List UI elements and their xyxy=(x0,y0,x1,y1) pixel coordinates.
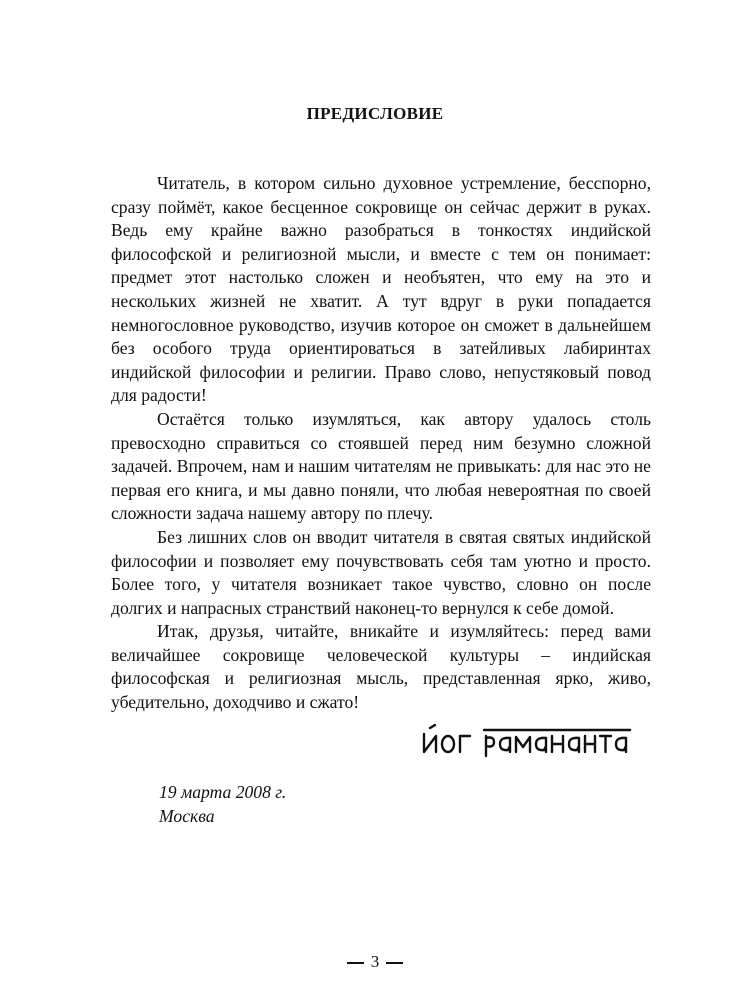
preface-text xyxy=(111,172,651,715)
page-number-value: 3 xyxy=(370,952,380,971)
date-place xyxy=(159,781,286,828)
page-number-dash-right xyxy=(386,962,403,964)
page-number xyxy=(0,952,750,972)
paragraph: Читатель, в котором сильно духовное устремление, бесспорно, сразу поймёт, какое бесценное сокровище он сейчас держит в руках. Ведь ему крайне важно разобраться в тонкостях индийской философской и религиозной мысли, и вместе с тем он понимает: предмет этот настолько сложен и необъятен, что ему на это и нескольких жизней не хватит. А тут вдруг в руки попадается немногословное руководство, изучив которое он сможет в дальнейшем без особого труда ориентироваться в затейливых лабиринтах индийской философии и религии. Право слово, непустяковый повод для радости! xyxy=(111,173,651,406)
author-signature xyxy=(420,724,640,758)
place: Москва xyxy=(159,805,215,826)
paragraph: Без лишних слов он вводит читателя в святая святых индийской философии и позволяет ему почувствовать себя там уютно и просто. Более того, у читателя возникает такое чувство, словно он после долгих и напрасных странствий наконец-то вернулся к себе домой. xyxy=(111,526,651,618)
page-number-dash-left xyxy=(347,962,364,964)
date: 19 марта 2008 г. xyxy=(159,782,287,802)
paragraph: Итак, друзья, читайте, вникайте и изумляйтесь: перед вами величайшее сокровище человеческой культуры – индийская философская и религиозная мысль, представленная ярко, живо, убедительно, доходчиво и сжато! xyxy=(111,621,651,713)
signature-image xyxy=(420,724,640,758)
page-title: ПРЕДИСЛОВИЕ xyxy=(306,104,444,123)
paragraph: Остаётся только изумляться, как автору удалось столь превосходно справиться со стоявшей перед ним безумно сложной задачей. Впрочем, нам и нашим читателям не привыкать: для нас это не первая его книга, и мы давно поняли, что любая невероятная по своей сложности задача нашему автору по плечу. xyxy=(111,408,651,524)
